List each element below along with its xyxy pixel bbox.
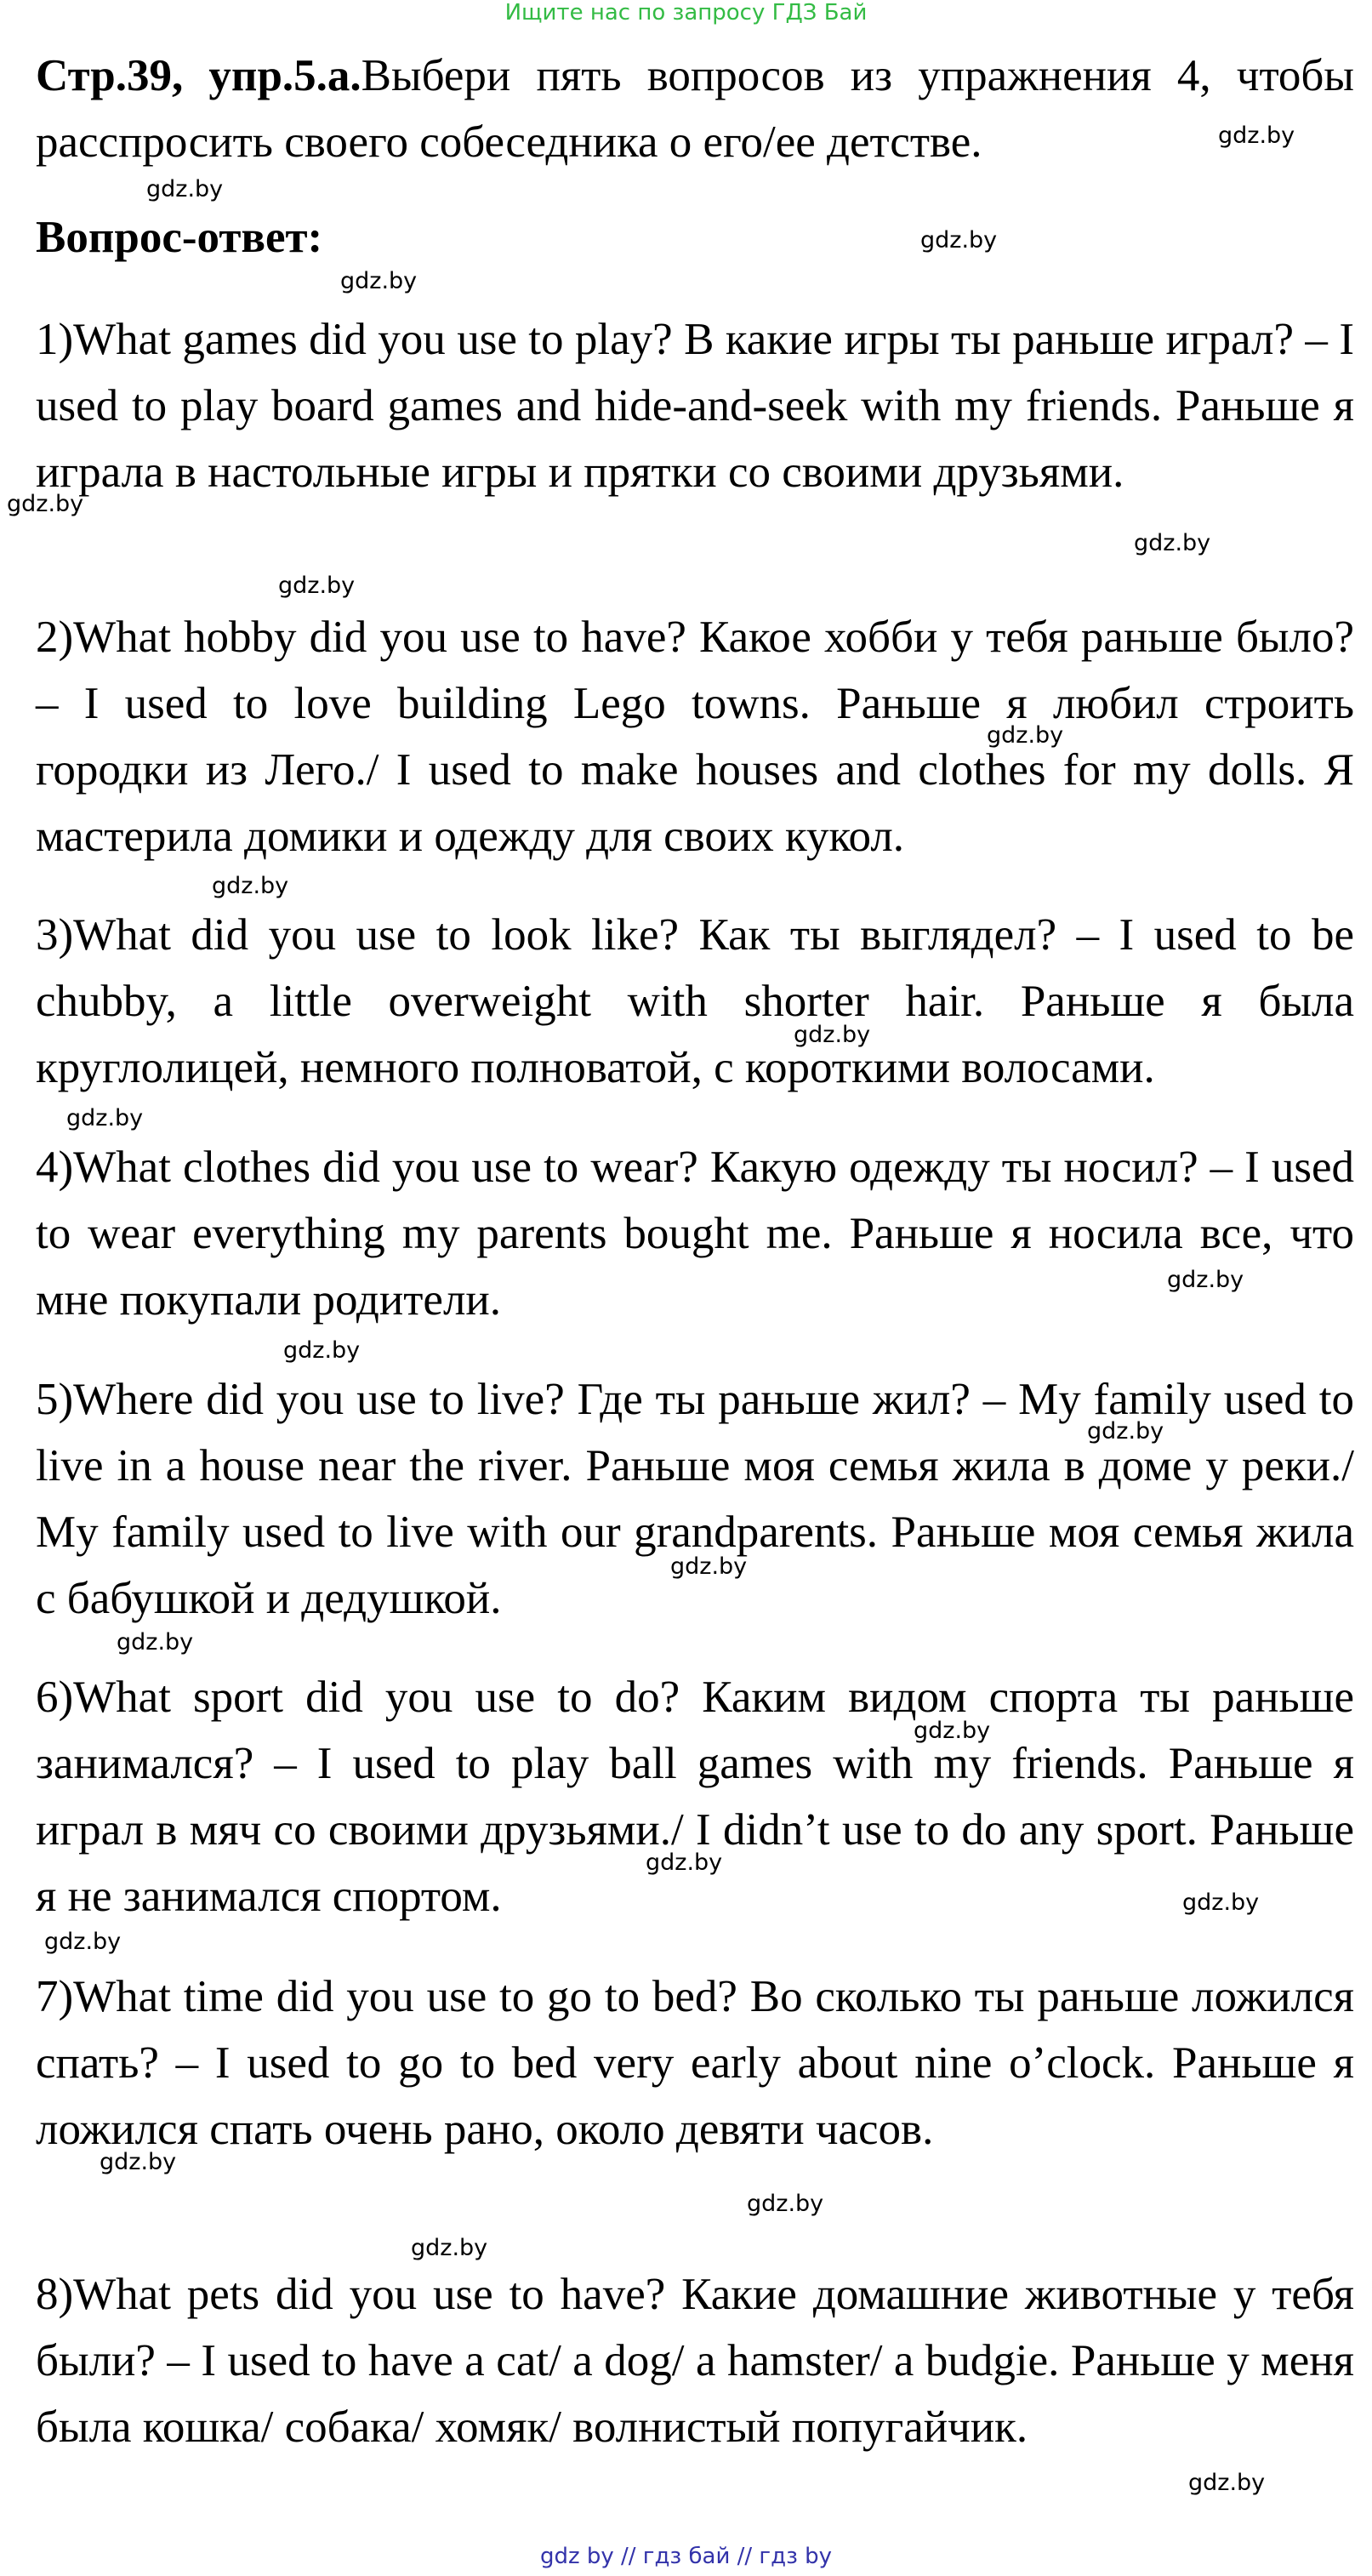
watermark: gdz.by [411, 2235, 488, 2261]
qa-item-4: 4)What clothes did you use to wear? Какую одежду ты носил? – I used to wear everything my parents bought me. Раньше я носила все, что мне покупали родители. [36, 1143, 1354, 1325]
qa-item-5: 5)Where did you use to live? Где ты раньше жил? – My family used to live in a house near the river. Раньше моя семья жила в доме у реки./ My family used to live with our grandparents. Раньше моя семья жила с бабушкой и дедушкой. [36, 1375, 1354, 1623]
watermark: gdz.by [1134, 530, 1211, 556]
watermark: gdz.by [987, 722, 1064, 749]
watermark: gdz.by [44, 1929, 122, 1955]
watermark: gdz.by [283, 1337, 361, 1364]
watermark: gdz.by [914, 1718, 991, 1744]
exercise-label: Стр.39, упр.5.а. [36, 51, 362, 100]
watermark: gdz.by [278, 573, 356, 599]
watermark: gdz.by [1087, 1418, 1164, 1445]
watermark: gdz.by [1188, 2470, 1266, 2496]
watermark: gdz.by [794, 1022, 871, 1048]
watermark: gdz.by [100, 2149, 177, 2175]
watermark: gdz.by [670, 1553, 748, 1580]
watermark: gdz.by [747, 2191, 824, 2217]
qa-item-8: 8)What pets did you use to have? Какие домашние животные у тебя были? – I used to have a cat/ a dog/ a hamster/ a budgie. Раньше у меня была кошка/ собака/ хомяк/ волнистый попугайчик. [36, 2270, 1354, 2452]
watermark: gdz.by [7, 491, 84, 517]
watermark: gdz.by [1218, 123, 1295, 149]
watermark: gdz.by [1167, 1267, 1244, 1293]
exercise-heading [36, 43, 1354, 175]
watermark: gdz.by [117, 1629, 194, 1656]
watermark: gdz.by [646, 1849, 723, 1876]
top-banner[interactable]: Ищите нас по запросу ГДЗ Бай [504, 0, 868, 26]
qa-item-6: 6)What sport did you use to do? Каким видом спорта ты раньше занимался? – I used to play ball games with my friends. Раньше я играл в мяч со своими друзьями./ I didn’t use to do any sport. Раньше я не занимался спортом. [36, 1673, 1354, 1921]
section-title: Вопрос-ответ: [36, 213, 323, 262]
watermark: gdz.by [66, 1105, 144, 1131]
qa-item-2: 2)What hobby did you use to have? Какое хобби у тебя раньше было? – I used to love building Lego towns. Раньше я любил строить городки из Лего./ I used to make houses and clothes for my dolls. Я мастерила домики и одежду для своих кукол. [36, 613, 1354, 861]
watermark: gdz.by [212, 873, 289, 899]
exercise-instruction: Выбери пять вопросов из упражнения 4, чтобы расспросить своего собеседника о его/ее детстве. [36, 51, 1354, 167]
qa-item-3: 3)What did you use to look like? Как ты выглядел? – I used to be chubby, a little overweight with shorter hair. Раньше я была круглолицей, немного полноватой, с короткими волосами. [36, 910, 1354, 1092]
qa-item-1: 1)What games did you use to play? В какие игры ты раньше играл? – I used to play board games and hide-and-seek with my friends. Раньше я играла в настольные игры и прятки со своими друзьями. [36, 315, 1354, 497]
watermark: gdz.by [1182, 1889, 1260, 1916]
watermark: gdz.by [920, 227, 998, 254]
watermark: gdz.by [146, 176, 224, 202]
qa-item-7: 7)What time did you use to go to bed? Во сколько ты раньше ложился спать? – I used to go to bed very early about nine o’clock. Раньше я ложился спать очень рано, около девяти часов. [36, 1972, 1354, 2154]
watermark: gdz.by [340, 268, 418, 294]
footer-links[interactable]: gdz by // гдз бай // гдз by [539, 2544, 833, 2569]
